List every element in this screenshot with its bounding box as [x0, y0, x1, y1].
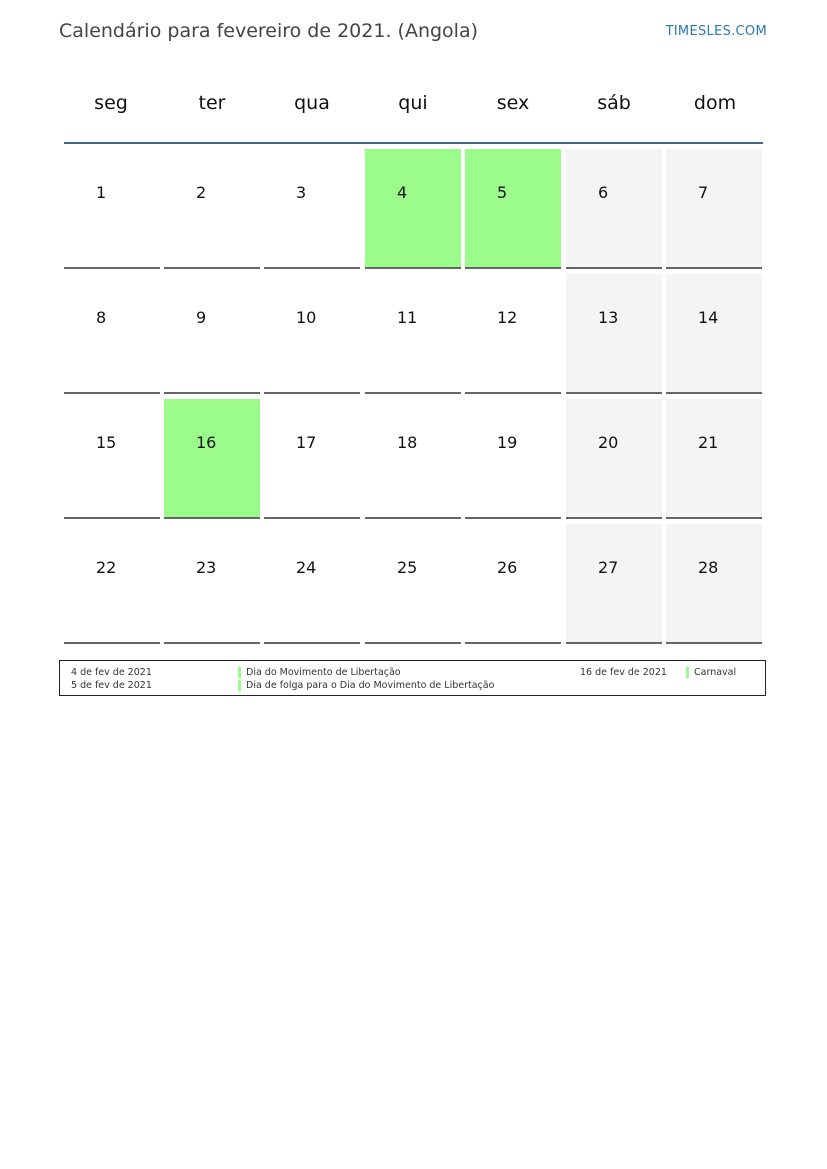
day-number: 20	[598, 433, 619, 452]
day-number: 14	[698, 308, 719, 327]
weekday-label: qui	[398, 92, 428, 114]
legend-holiday-name: Dia do Movimento de Libertação	[246, 667, 401, 678]
day-cell	[465, 524, 561, 644]
day-number: 10	[296, 308, 317, 327]
day-cell	[666, 524, 762, 644]
day-number: 12	[497, 308, 518, 327]
legend-date: 4 de fev de 2021	[71, 667, 152, 678]
day-number: 15	[96, 433, 117, 452]
legend-color-marker	[686, 667, 689, 678]
day-number: 26	[497, 558, 518, 577]
day-cell	[666, 274, 762, 394]
day-cell	[566, 399, 662, 519]
day-number: 9	[196, 308, 207, 327]
day-cell	[164, 524, 260, 644]
header-divider	[64, 142, 763, 144]
weekday-label: dom	[693, 92, 737, 114]
holiday-legend	[59, 660, 766, 696]
day-number: 22	[96, 558, 117, 577]
day-cell	[365, 274, 461, 394]
day-number: 24	[296, 558, 317, 577]
day-number: 25	[397, 558, 418, 577]
day-cell	[264, 524, 360, 644]
legend-date: 16 de fev de 2021	[580, 667, 667, 678]
day-cell	[365, 524, 461, 644]
day-number: 19	[497, 433, 518, 452]
day-cell	[365, 149, 461, 269]
day-cell	[666, 399, 762, 519]
page-title: Calendário para fevereiro de 2021. (Angola)	[59, 20, 479, 42]
day-cell	[64, 524, 160, 644]
weekday-label: qua	[294, 92, 330, 114]
day-number: 28	[698, 558, 719, 577]
day-number: 3	[296, 183, 307, 202]
day-number: 2	[196, 183, 207, 202]
legend-color-marker	[238, 667, 241, 678]
day-number: 13	[598, 308, 619, 327]
weekday-label: ter	[198, 92, 226, 114]
legend-color-marker	[238, 680, 241, 691]
day-cell	[465, 274, 561, 394]
weekday-label: sáb	[597, 92, 631, 114]
day-cell	[666, 149, 762, 269]
day-number: 17	[296, 433, 317, 452]
day-number: 6	[598, 183, 609, 202]
day-cell	[64, 274, 160, 394]
weekday-label: seg	[94, 92, 128, 114]
weekday-label: sex	[496, 92, 530, 114]
day-cell	[264, 274, 360, 394]
day-cell	[164, 399, 260, 519]
day-cell	[465, 149, 561, 269]
day-number: 8	[96, 308, 107, 327]
day-number: 21	[698, 433, 719, 452]
day-cell	[164, 274, 260, 394]
day-cell	[566, 149, 662, 269]
day-number: 1	[96, 183, 107, 202]
day-cell	[264, 399, 360, 519]
site-link[interactable]: TIMESLES.COM	[665, 24, 767, 39]
legend-holiday-name: Carnaval	[694, 667, 737, 678]
day-cell	[465, 399, 561, 519]
day-cell	[264, 149, 360, 269]
day-number: 18	[397, 433, 418, 452]
legend-holiday-name: Dia de folga para o Dia do Movimento de Libertação	[246, 680, 495, 691]
day-number: 11	[397, 308, 418, 327]
day-number: 7	[698, 183, 709, 202]
day-number: 5	[497, 183, 508, 202]
day-cell	[64, 149, 160, 269]
day-number: 23	[196, 558, 217, 577]
day-cell	[64, 399, 160, 519]
day-number: 4	[397, 183, 408, 202]
day-number: 16	[196, 433, 217, 452]
day-cell	[365, 399, 461, 519]
day-cell	[566, 274, 662, 394]
day-cell	[566, 524, 662, 644]
day-cell	[164, 149, 260, 269]
legend-date: 5 de fev de 2021	[71, 680, 152, 691]
day-number: 27	[598, 558, 619, 577]
